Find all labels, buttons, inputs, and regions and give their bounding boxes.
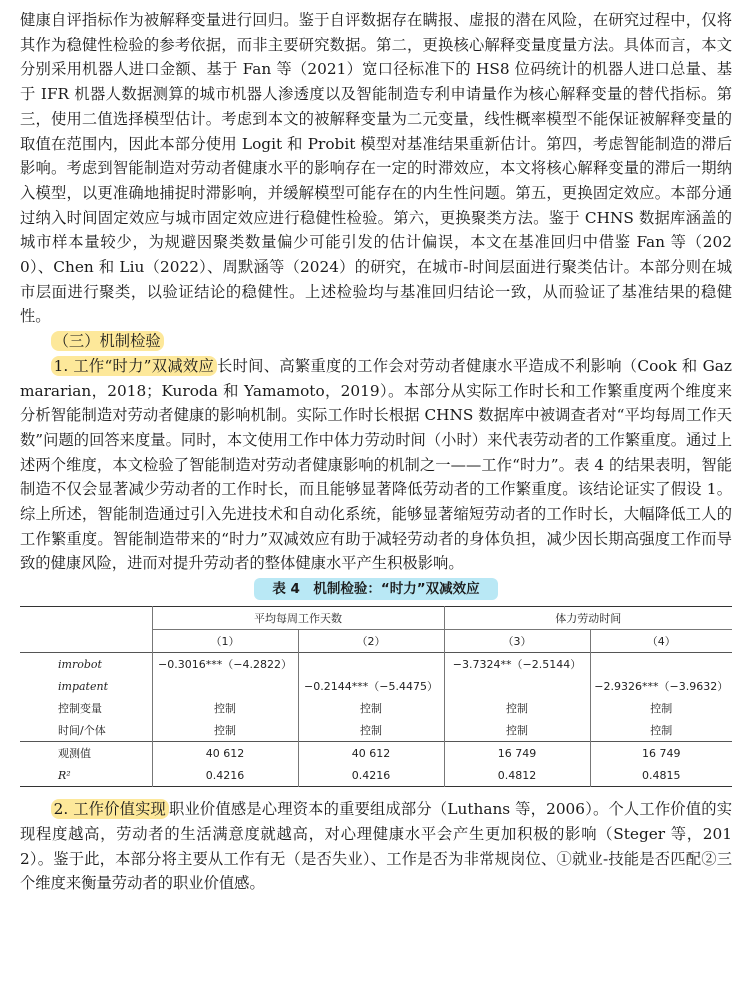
row-label: 时间/个体 [58, 724, 106, 738]
row-label: R² [58, 768, 71, 782]
table-cell: 40 612 [298, 742, 444, 765]
table-cell: 控制 [590, 719, 732, 742]
table-cell: 控制 [298, 697, 444, 719]
table-cell [298, 653, 444, 676]
table-row [20, 653, 732, 676]
col-number: （1） [152, 630, 298, 653]
table-cell: −0.3016***（−4.2822） [152, 653, 298, 676]
table-cell [590, 653, 732, 676]
table-cell: 控制 [152, 719, 298, 742]
table-cell: 0.4812 [444, 764, 590, 787]
table-cell: 控制 [298, 719, 444, 742]
table-group-header-row [20, 607, 732, 630]
table-title: 表 4 机制检验：“时力”双减效应 [254, 578, 497, 600]
table-cell: 控制 [444, 697, 590, 719]
row-label: imrobot [58, 657, 102, 671]
table-cell: 控制 [444, 719, 590, 742]
subsection-heading-time-effort: 1. 工作“时力”双减效应 [51, 356, 217, 376]
table-cell: 16 749 [444, 742, 590, 765]
col-number: （2） [298, 630, 444, 653]
regression-table [20, 606, 732, 787]
table-cell: −2.9326***（−3.9632） [590, 675, 732, 697]
section-heading-text: （三）机制检验 [51, 331, 164, 351]
table-row [20, 764, 732, 787]
table-cell: 0.4815 [590, 764, 732, 787]
table-cell: 16 749 [590, 742, 732, 765]
paragraph-time-effort [20, 354, 732, 576]
col-number: （3） [444, 630, 590, 653]
table-cell: 40 612 [152, 742, 298, 765]
row-label: impatent [58, 679, 108, 693]
table-cell [152, 675, 298, 697]
table-cell: −0.2144***（−5.4475） [298, 675, 444, 697]
group-header-workdays: 平均每周工作天数 [152, 607, 444, 630]
table-col-number-row [20, 630, 732, 653]
table-row [20, 697, 732, 719]
group-header-physical-hours: 体力劳动时间 [444, 607, 732, 630]
table-cell [444, 675, 590, 697]
table-caption [20, 578, 732, 600]
table-row [20, 719, 732, 742]
row-label: 观测值 [58, 747, 91, 761]
paragraph-text: 长时间、高繁重度的工作会对劳动者健康水平造成不利影响（Cook 和 Gazmararian，2018；Kuroda 和 Yamamoto，2019）。本部分从实际工作时长和工作繁重度两个维度来分析智能制造对劳动者健康的影响机制。实际工作时长根据 CHNS 数据库中被调查者对“平均每周工作天数”问题的回答来度量。同时，本文使用工作中体力劳动时间（小时）来代表劳动者的工作繁重度。通过上述两个维度，本文检验了智能制造对劳动者健康影响的机制之一——工作“时力”。表 4 的结果表明，智能制造不仅会显著减少劳动者的工作时长，而且能够显著降低劳动者的工作繁重度。该结论证实了假设 1。综上所述，智能制造通过引入先进技术和自动化系统，能够显著缩短劳动者的工作时长，大幅降低工人的工作繁重度。智能制造带来的“时力”双减效应有助于减轻劳动者的身体负担，减少因长期高强度工作而导致的健康风险，进而对提升劳动者的整体健康水平产生积极影响。 [20, 356, 732, 573]
table-cell: 控制 [590, 697, 732, 719]
subsection-heading-work-value: 2. 工作价值实现 [51, 799, 169, 819]
paragraph-robustness: 健康自评指标作为被解释变量进行回归。鉴于自评数据存在瞒报、虚报的潜在风险，在研究过程中，仅将其作为稳健性检验的参考依据，而非主要研究数据。第二，更换核心解释变量度量方法。具体而言，本文分别采用机器人进口金额、基于 Fan 等（2021）宽口径标准下的 HS8 位码统计的机器人进口总量、基于 IFR 机器人数据测算的城市机器人渗透度以及智能制造专利申请量作为核心解释变量的替代指标。第三，使用二值选择模型估计。考虑到本文的被解释变量为二元变量，线性概率模型不能保证被解释变量的取值在范围内，因此本部分使用 Logit 和 Probit 模型对基准结果重新估计。第四，考虑智能制造的滞后影响。考虑到智能制造对劳动者健康水平的影响存在一定的时滞效应，本文将核心解释变量的滞后一期纳入模型，以更准确地捕捉时滞影响，并缓解模型可能存在的内生性问题。第五，更换固定效应。本部分通过纳入时间固定效应与城市固定效应进行稳健性检验。第六，更换聚类方法。鉴于 CHNS 数据库涵盖的城市样本量较少，为规避因聚类数量偏少可能引发的估计偏误，本文在基准回归中借鉴 Fan 等（2020）、Chen 和 Liu（2022）、周默涵等（2024）的研究，在城市-时间层面进行聚类估计。本部分则在城市层面进行聚类，以验证结论的稳健性。上述检验均与基准回归结论一致，从而验证了基准结果的稳健性。 [20, 11, 732, 326]
paragraph-work-value [20, 797, 732, 896]
table-cell: 控制 [152, 697, 298, 719]
section-heading-mechanism [20, 329, 732, 354]
table-row [20, 675, 732, 697]
row-label: 控制变量 [58, 702, 102, 716]
paragraph-text: 职业价值感是心理资本的重要组成部分（Luthans 等，2006）。个人工作价值的实现程度越高，劳动者的生活满意度就越高，对心理健康水平会产生更加积极的影响（Steger 等，2012）。鉴于此，本部分将主要从工作有无（是否失业）、工作是否为非常规岗位、①就业-技能是否匹配②三个维度来衡量劳动者的职业价值感。 [20, 800, 732, 893]
page-content [20, 8, 732, 896]
table-cell: 0.4216 [152, 764, 298, 787]
table-row [20, 742, 732, 765]
col-number: （4） [590, 630, 732, 653]
table-cell: −3.7324**（−2.5144） [444, 653, 590, 676]
table-cell: 0.4216 [298, 764, 444, 787]
